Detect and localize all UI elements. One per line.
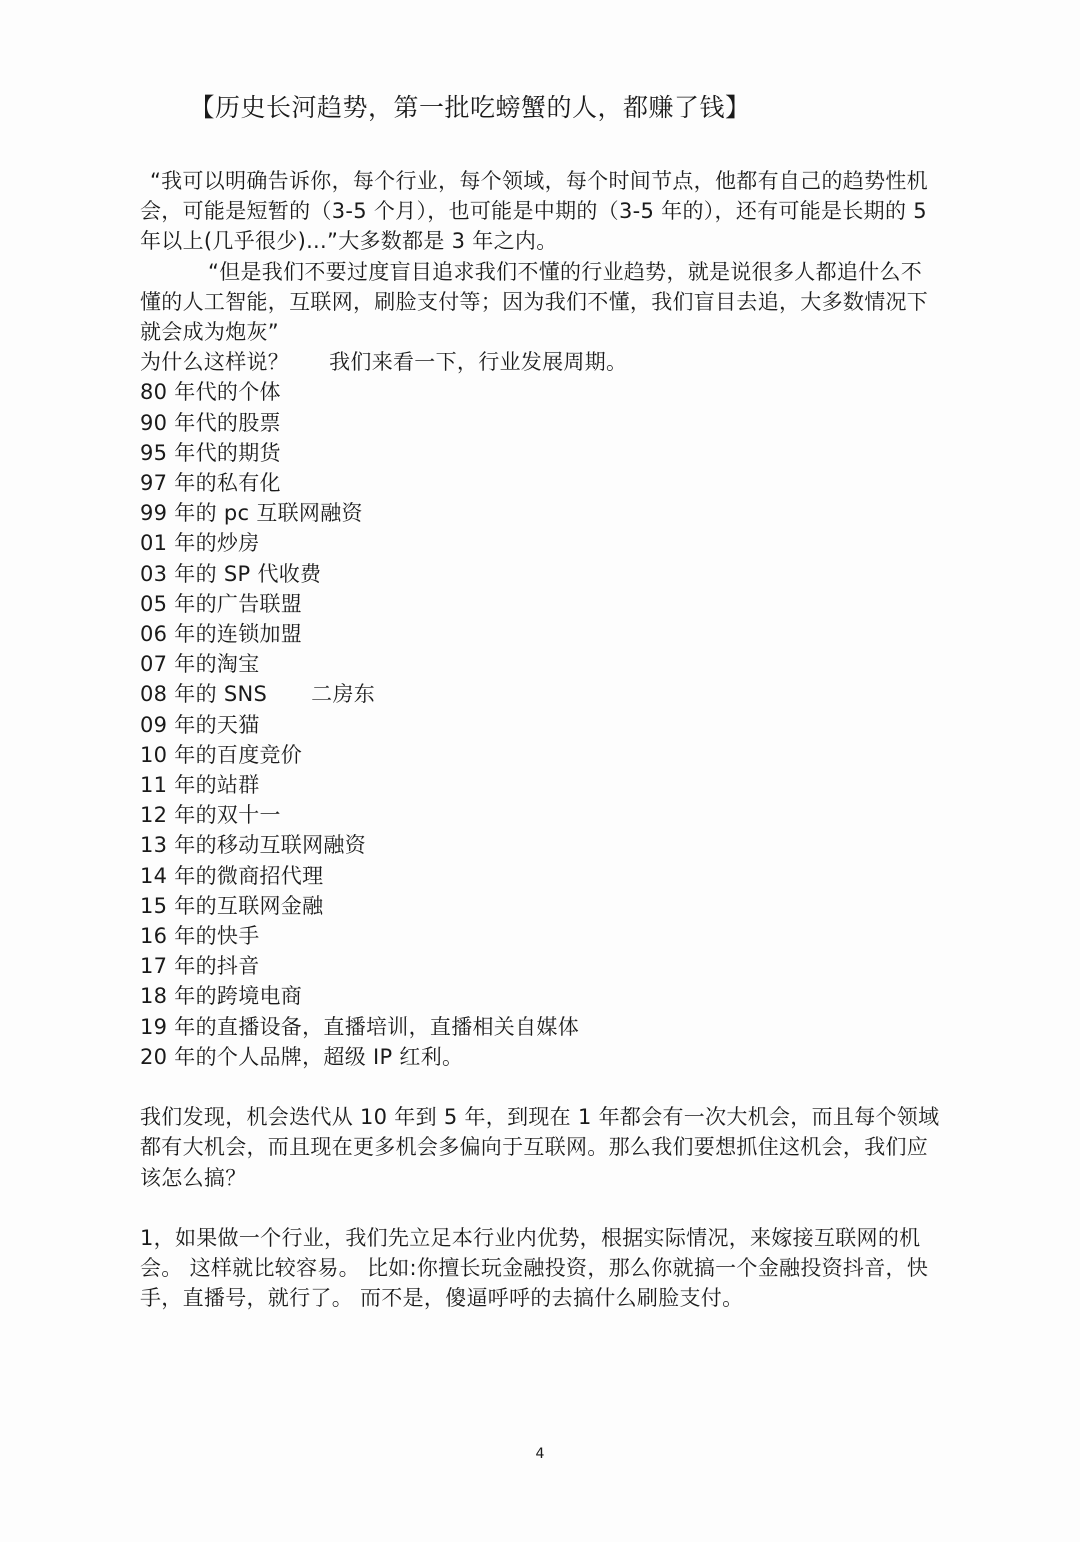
timeline-item: 03 年的 SP 代收费	[140, 561, 322, 586]
timeline-item: 13 年的移动互联网融资	[140, 833, 366, 858]
quote-paragraph-2: “但是我们不要过度盲目追求我们不懂的行业趋势，就是说很多人都追什么不懂的人工智能，互联网，刷脸支付等；因为我们不懂，我们盲目去追，大多数情况下就会成为炮灰”	[140, 259, 929, 345]
timeline-item: 19 年的直播设备，直播培训，直播相关自媒体	[140, 1014, 579, 1039]
timeline-item: 17 年的抖音	[140, 954, 260, 979]
timeline-item: 15 年的互联网金融	[140, 893, 324, 918]
timeline-item: 07 年的淘宝	[140, 652, 260, 677]
timeline-item: 20 年的个人品牌，超级 IP 红利。	[140, 1044, 464, 1069]
timeline-item: 95 年代的期货	[140, 440, 281, 465]
document-body	[140, 166, 940, 1313]
paragraph-gap	[140, 1193, 940, 1223]
timeline-item: 10 年的百度竞价	[140, 742, 303, 767]
timeline-item: 99 年的 pc 互联网融资	[140, 501, 363, 526]
timeline-item-text: 08 年的 SNS	[140, 682, 268, 707]
point-1-paragraph: 1，如果做一个行业，我们先立足本行业内优势，根据实际情况，来嫁接互联网的机会。 这样就比较容易。 比如:你擅长玩金融投资，那么你就搞一个金融投资抖音，快手，直播号，就行了。 而不是，傻逼呼呼的去搞什么刷脸支付。	[140, 1225, 929, 1311]
question-text: 为什么这样说？	[140, 350, 290, 375]
timeline-item: 09 年的天猫	[140, 712, 260, 737]
timeline-item: 90 年代的股票	[140, 410, 281, 435]
timeline-item: 80 年代的个体	[140, 380, 281, 405]
page-title: 【历史长河趋势，第一批吃螃蟹的人，都赚了钱】	[189, 93, 751, 122]
quote-paragraph-1: “我可以明确告诉你，每个行业，每个领域，每个时间节点，他都有自己的趋势性机会，可能是短暂的（3-5 个月），也可能是中期的（3-5 年的），还有可能是长期的 5 年以上(几乎很少)...”大多数都是 3 年之内。	[140, 169, 928, 254]
timeline-item-extra: 二房东	[311, 682, 376, 707]
timeline-item: 18 年的跨境电商	[140, 984, 303, 1009]
industry-timeline-list	[140, 377, 940, 1072]
timeline-item: 12 年的双十一	[140, 803, 281, 828]
timeline-item: 16 年的快手	[140, 924, 260, 949]
paragraph-gap	[140, 1072, 940, 1102]
discovery-paragraph: 我们发现，机会迭代从 10 年到 5 年，到现在 1 年都会有一次大机会，而且每个领域都有大机会，而且现在更多机会多偏向于互联网。那么我们要想抓住这机会，我们应该怎么搞？	[140, 1105, 940, 1190]
timeline-item-sns	[140, 679, 940, 709]
timeline-item: 11 年的站群	[140, 773, 260, 798]
timeline-item: 14 年的微商招代理	[140, 863, 324, 888]
timeline-item: 06 年的连锁加盟	[140, 622, 303, 647]
question-line	[140, 347, 940, 377]
timeline-item: 01 年的炒房	[140, 531, 260, 556]
timeline-item: 97 年的私有化	[140, 471, 281, 496]
page-number: 4	[535, 1446, 545, 1462]
timeline-item: 05 年的广告联盟	[140, 591, 303, 616]
question-follow-text: 我们来看一下，行业发展周期。	[329, 350, 628, 375]
